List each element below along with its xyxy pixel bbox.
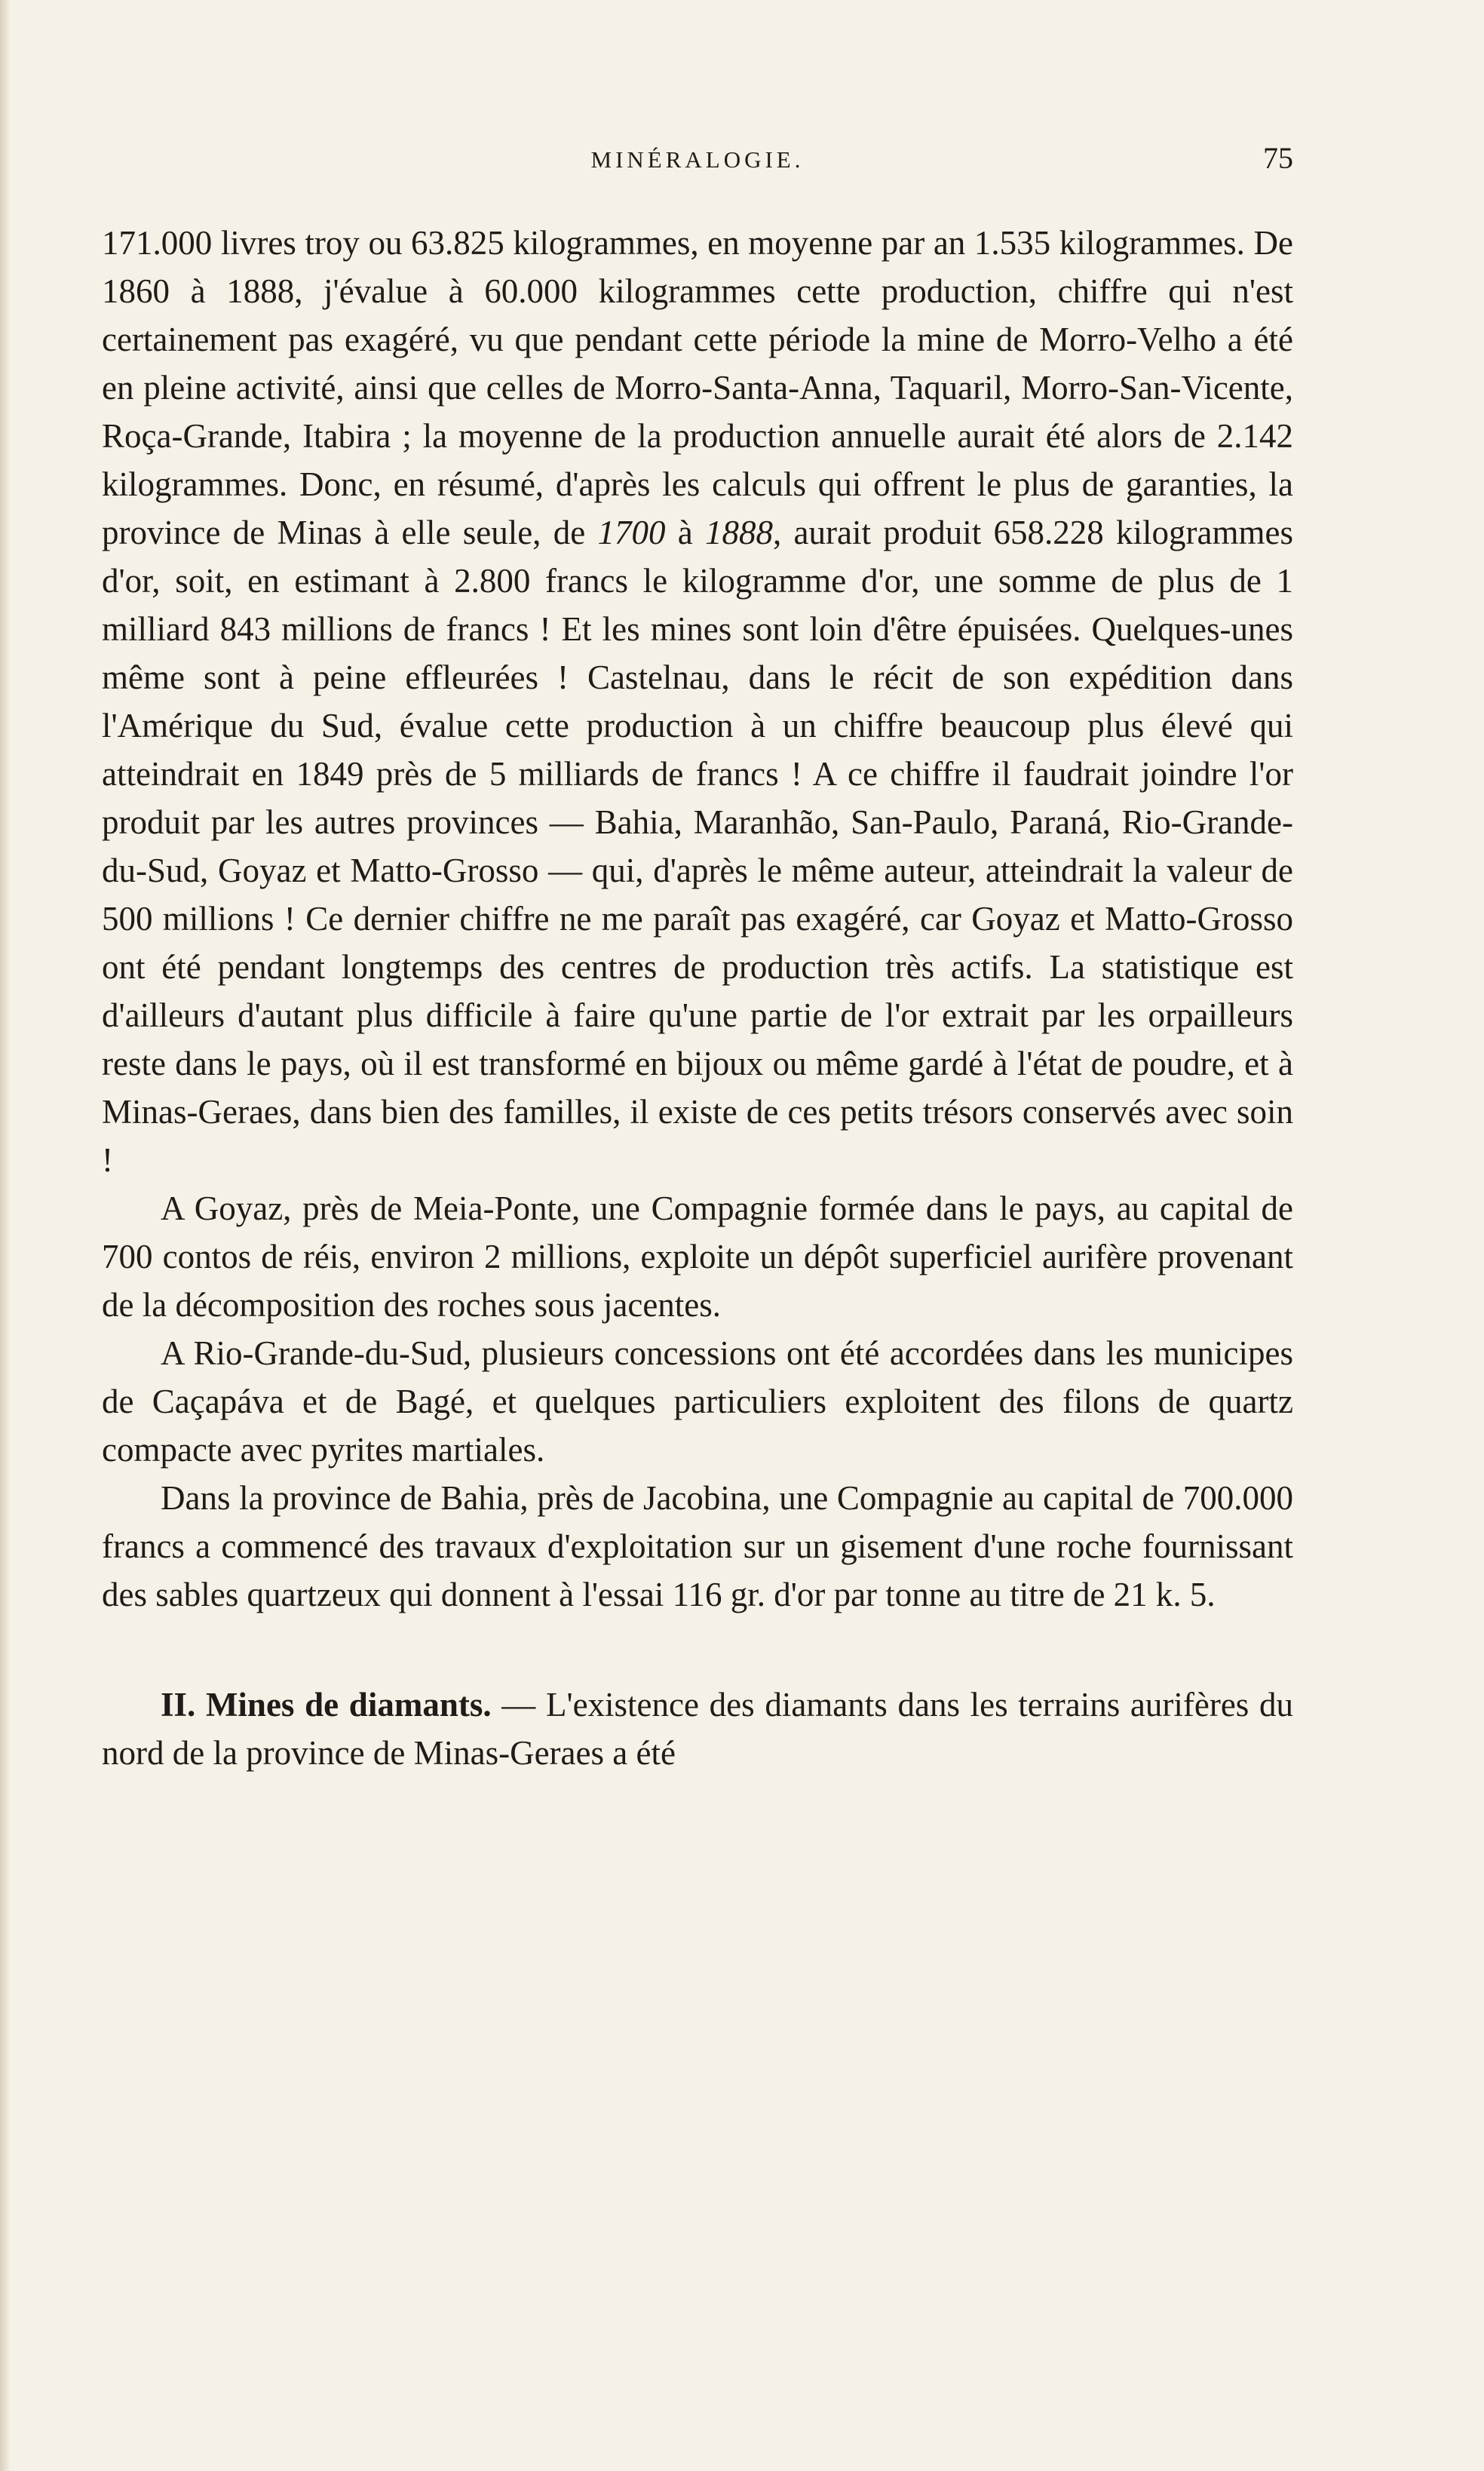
paragraph-goyaz: A Goyaz, près de Meia-Ponte, une Compagnie formée dans le pays, au capital de 700 contos de réis, environ 2 millions, exploite un dépôt superficiel aurifère provenant de la décomposition des roches sous jacentes.: [102, 1189, 1293, 1324]
paragraph-text: 171.000 livres troy ou 63.825 kilogrammes, en moyenne par an 1.535 kilogrammes. De 1860 à 1888, j'évalue à 60.000 kilogrammes cette production, chiffre qui n'est certainement pas exagéré, vu que pendant cette période la mine de Morro-Velho a été en pleine activité, ainsi que celles de Morro-Santa-Anna, Taquaril, Morro-San-Vicente, Roça-Grande, Itabira ; la moyenne de la production annuelle aurait été alors de 2.142 kilogrammes. Donc, en résumé, d'après les calculs qui offrent le plus de garanties, la province de Minas à elle seule, de: [102, 224, 1293, 551]
paragraph-gold-production: [102, 219, 1293, 1184]
paragraph-text-continued: , aurait produit 658.228 kilogrammes d'or, soit, en estimant à 2.800 francs le kilogramme d'or, une somme de plus de 1 milliard 843 millions de francs ! Et les mines sont loin d'être épuisées. Quelques-unes même sont à peine effleurées ! Castelnau, dans le récit de son expédition dans l'Amérique du Sud, évalue cette production à un chiffre beaucoup plus élevé qui atteindrait en 1849 près de 5 milliards de francs ! A ce chiffre il faudrait joindre l'or produit par les autres provinces — Bahia, Maranhão, San-Paulo, Paraná, Rio-Grande-du-Sud, Goyaz et Matto-Grosso — qui, d'après le même auteur, atteindrait la valeur de 500 millions ! Ce dernier chiffre ne me paraît pas exagéré, car Goyaz et Matto-Grosso ont été pendant longtemps des centres de production très actifs. La statistique est d'ailleurs d'autant plus difficile à faire qu'une partie de l'or extrait par les orpailleurs reste dans le pays, où il est transformé en bijoux ou même gardé à l'état de poudre, et à Minas-Geraes, dans bien des familles, il existe de ces petits trésors conservés avec soin !: [102, 514, 1294, 1179]
page-header: [102, 140, 1293, 186]
paragraph-rio-grande: A Rio-Grande-du-Sud, plusieurs concessions ont été accordées dans les municipes de Caçapáva et de Bagé, et quelques particuliers exploitent des filons de quartz compacte avec pyrites martiales.: [102, 1334, 1293, 1469]
paragraph-bahia: Dans la province de Bahia, près de Jacobina, une Compagnie au capital de 700.000 francs a commencé des travaux d'exploitation sur un gisement d'une roche fournissant des sables quartzeux qui donnent à l'essai 116 gr. d'or par tonne au titre de 21 k. 5.: [102, 1479, 1293, 1613]
year-end: 1888: [705, 514, 774, 551]
connector-word: à: [677, 514, 693, 551]
book-spine-shadow: [0, 0, 11, 2471]
page-body: [102, 219, 1293, 1777]
running-title: MINÉRALOGIE.: [590, 146, 805, 173]
page-number: 75: [1263, 141, 1293, 175]
section-text: — L'existence des diamants dans les terrains aurifères du nord de la province de Minas-Geraes a été: [102, 1686, 1293, 1772]
year-start: 1700: [597, 514, 666, 551]
section-gap: [102, 1619, 1293, 1681]
paragraph-diamond-mines: [102, 1681, 1293, 1777]
section-heading: II. Mines de diamants.: [161, 1686, 492, 1724]
